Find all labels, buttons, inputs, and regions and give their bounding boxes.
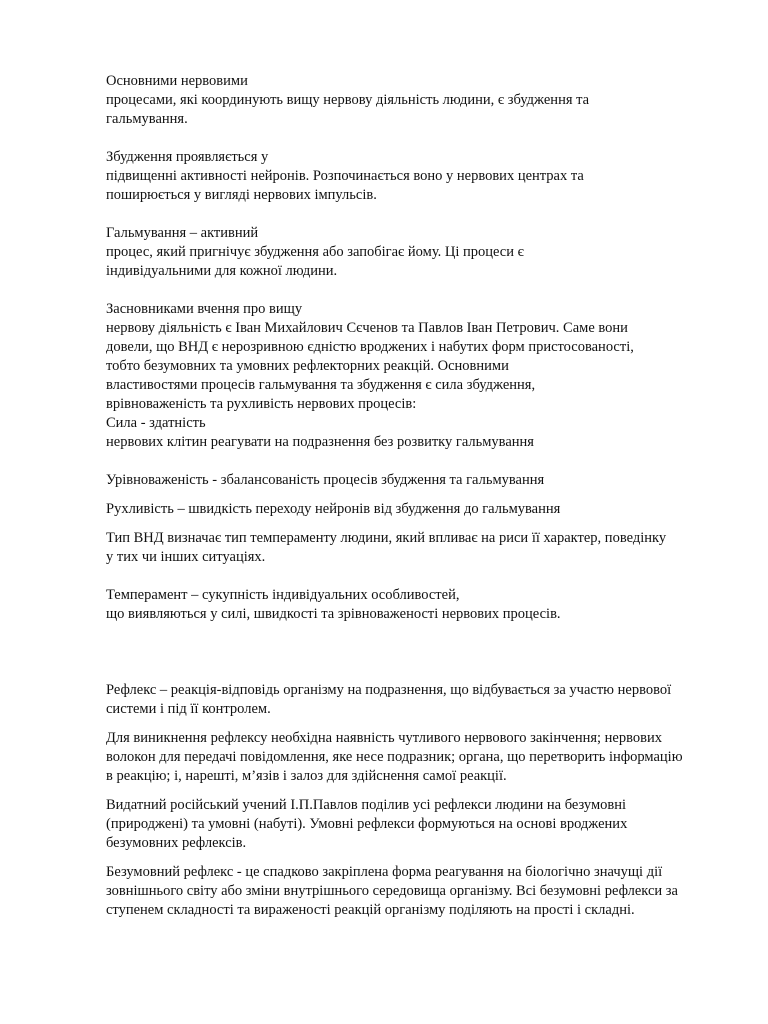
- text-line: Рухливість – швидкість переходу нейронів від збудження до гальмування: [106, 501, 561, 517]
- paragraph-gap: [106, 452, 726, 471]
- paragraph-mobility: [106, 500, 726, 519]
- paragraph-temperament: [106, 586, 726, 624]
- paragraph-gap: [106, 853, 726, 863]
- paragraph-vnd-type: [106, 529, 726, 567]
- text-line: властивостями процесів гальмування та збудження є сила збудження,: [106, 377, 536, 393]
- text-line: нервових клітин реагувати на подразнення без розвитку гальмування: [106, 434, 534, 450]
- text-line: Для виникнення рефлексу необхідна наявність чутливого нервового закінчення; нервових: [106, 730, 662, 746]
- paragraph-unconditioned-reflex: [106, 863, 726, 920]
- text-line: процесами, які координують вищу нервову діяльність людини, є збудження та: [106, 92, 590, 108]
- paragraph-gap: [106, 786, 726, 796]
- text-line: Засновниками вчення про вищу: [106, 301, 303, 317]
- paragraph-inhibition: [106, 224, 726, 281]
- paragraph-reflex: [106, 681, 726, 719]
- paragraph-reflex-conditions: [106, 729, 726, 786]
- text-line: Рефлекс – реакція-відповідь організму на подразнення, що відбувається за участю нервової: [106, 682, 672, 698]
- text-line: волокон для передачі повідомлення, яке несе подразник; органа, що перетворить інформацію: [106, 749, 683, 765]
- paragraph-gap: [106, 129, 726, 148]
- text-line: Сила - здатність: [106, 415, 206, 431]
- text-line: індивідуальними для кожної людини.: [106, 263, 338, 279]
- text-line: Видатний російський учений І.П.Павлов поділив усі рефлекси людини на безумовні: [106, 797, 627, 813]
- text-line: ступенем складності та вираженості реакцій організму поділяють на прості і складні.: [106, 902, 635, 918]
- text-line: поширюється у вигляді нервових імпульсів.: [106, 187, 377, 203]
- text-line: гальмування.: [106, 111, 188, 127]
- paragraph-gap: [106, 719, 726, 729]
- paragraph-founders: [106, 300, 726, 452]
- paragraph-gap: [106, 281, 726, 300]
- text-line: що виявляються у силі, швидкості та зрівноваженості нервових процесів.: [106, 606, 561, 622]
- text-line: Безумовний рефлекс - це спадково закріплена форма реагування на біологічно значущі дії: [106, 864, 663, 880]
- document-page: [106, 72, 726, 920]
- text-line: тобто безумовних та умовних рефлекторних реакцій. Основними: [106, 358, 509, 374]
- text-line: безумовних рефлексів.: [106, 835, 247, 851]
- text-line: системи і під її контролем.: [106, 701, 271, 717]
- paragraph-gap: [106, 624, 726, 681]
- text-line: Основними нервовими: [106, 73, 248, 89]
- text-line: врівноваженість та рухливість нервових процесів:: [106, 396, 417, 412]
- text-line: зовнішнього світу або зміни внутрішнього середовища організму. Всі безумовні рефлекси за: [106, 883, 678, 899]
- paragraph-nervous-processes: [106, 72, 726, 129]
- paragraph-gap: [106, 519, 726, 529]
- paragraph-pavlov: [106, 796, 726, 853]
- text-line: нервову діяльність є Іван Михайлович Сєченов та Павлов Іван Петрович. Саме вони: [106, 320, 628, 336]
- text-line: Урівноваженість - збалансованість процесів збудження та гальмування: [106, 472, 545, 488]
- paragraph-gap: [106, 490, 726, 500]
- paragraph-excitation: [106, 148, 726, 205]
- text-line: Гальмування – активний: [106, 225, 259, 241]
- text-line: підвищенні активності нейронів. Розпочинається воно у нервових центрах та: [106, 168, 584, 184]
- text-line: у тих чи інших ситуаціях.: [106, 549, 266, 565]
- text-line: довели, що ВНД є нерозривною єдністю вроджених і набутих форм пристосованості,: [106, 339, 634, 355]
- text-line: в реакцію; і, нарешті, м’язів і залоз для здійснення самої реакції.: [106, 768, 507, 784]
- text-line: Збудження проявляється у: [106, 149, 269, 165]
- text-line: (природжені) та умовні (набуті). Умовні рефлекси формуються на основі вроджених: [106, 816, 628, 832]
- text-line: Темперамент – сукупність індивідуальних особливостей,: [106, 587, 460, 603]
- text-line: процес, який пригнічує збудження або запобігає йому. Ці процеси є: [106, 244, 524, 260]
- paragraph-gap: [106, 567, 726, 586]
- text-line: Тип ВНД визначає тип темпераменту людини, який впливає на риси її характер, поведінку: [106, 530, 667, 546]
- paragraph-gap: [106, 205, 726, 224]
- paragraph-balance: [106, 471, 726, 490]
